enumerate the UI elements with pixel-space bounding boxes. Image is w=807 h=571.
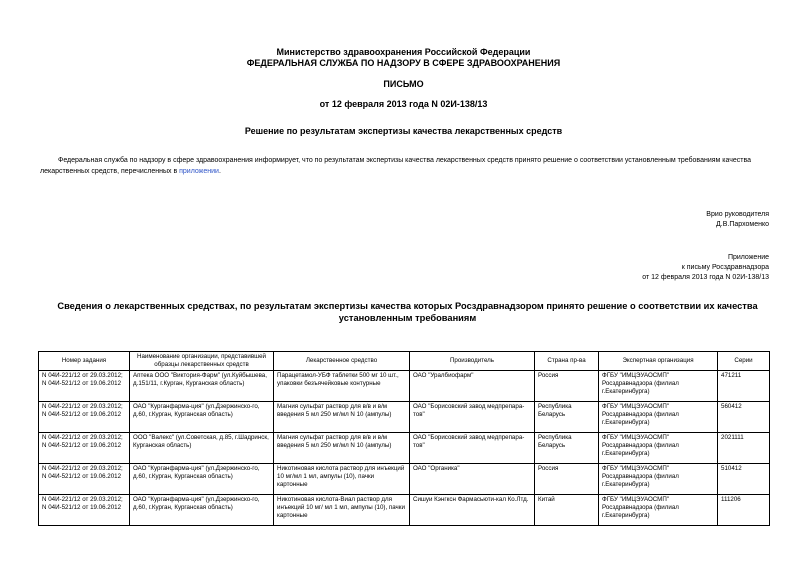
ministry-name: Министерство здравоохранения Российской Федерации: [276, 47, 531, 57]
cell-drug: Магния сульфат раствор для в/в и в/м введения 5 мл 250 мг/мл N 10 (ампулы): [274, 433, 410, 464]
cell-manufacturer: Сишуи Кэнгксн Фармасьюти-кал Ко.Лтд.: [410, 495, 535, 526]
cell-task-number: N 04И-221/12 от 29.03.2012; N 04И-521/12 от 19.06.2012: [39, 371, 130, 402]
cell-drug: Магния сульфат раствор для в/в и в/м введения 5 мл 250 мг/мл N 10 (ампулы): [274, 402, 410, 433]
cell-country: Россия: [535, 464, 599, 495]
cell-series: 510412: [718, 464, 770, 495]
column-header-task-number: Номер задания: [39, 352, 130, 371]
cell-task-number: N 04И-221/12 от 29.03.2012; N 04И-521/12 от 19.06.2012: [39, 433, 130, 464]
appendix-ref-line2: к письму Росздравнадзора: [681, 264, 769, 271]
appendix-ref-line3: от 12 февраля 2013 года N 02И-138/13: [642, 274, 769, 281]
signature-block: [706, 210, 769, 230]
cell-series: 111206: [718, 495, 770, 526]
cell-manufacturer: ОАО "Органика": [410, 464, 535, 495]
column-header-expert-org: Экспертная организация: [599, 352, 718, 371]
table-header-row: [39, 352, 770, 371]
appendix-link[interactable]: приложении: [179, 168, 219, 175]
column-header-manufacturer: Производитель: [410, 352, 535, 371]
cell-manufacturer: ОАО "Борисовский завод медпрепара-тов": [410, 402, 535, 433]
column-header-organization: Наименование организации, представившей образцы лекарственных средств: [130, 352, 274, 371]
intro-text: Федеральная служба по надзору в сфере здравоохранения информирует, что по результатам экспертизы качества лекарственных средств принято решение о соответствии установленным требованиям качества лекарственных средств, перечисленных в: [40, 157, 752, 175]
cell-expert-org: ФГБУ "ИМЦЭУАОСМП" Росздравнадзора (филиал г.Екатеринбурга): [599, 495, 718, 526]
cell-expert-org: ФГБУ "ИМЦЭУАОСМП" Росздравнадзора (филиал г.Екатеринбурга): [599, 371, 718, 402]
cell-country: Республика Беларусь: [535, 402, 599, 433]
appendix-ref-line1: Приложение: [727, 254, 769, 261]
cell-drug: Парацетамол-УБФ таблетки 500 мг 10 шт., упаковки безъячейковые контурные: [274, 371, 410, 402]
cell-organization: ОАО "Курганфарма-ция" (ул.Дзержинско-го, д.60, г.Курган, Курганская область): [130, 402, 274, 433]
table-row: [39, 371, 770, 402]
cell-expert-org: ФГБУ "ИМЦЭУАОСМП" Росздравнадзора (филиал г.Екатеринбурга): [599, 433, 718, 464]
cell-country: Китай: [535, 495, 599, 526]
appendix-title: [40, 300, 775, 324]
cell-series: 2021111: [718, 433, 770, 464]
cell-organization: ОАО "Курганфарма-ция" (ул.Дзержинско-го, д.60, г.Курган, Курганская область): [130, 495, 274, 526]
cell-expert-org: ФГБУ "ИМЦЭУАОСМП" Росздравнадзора (филиал г.Екатеринбурга): [599, 464, 718, 495]
column-header-series: Серии: [718, 352, 770, 371]
cell-series: 471211: [718, 371, 770, 402]
appendix-title-line1: Сведения о лекарственных средствах, по результатам экспертизы качества которых Росздравнадзором принято решение о соответствии их качества: [57, 301, 758, 311]
appendix-table: [38, 351, 770, 526]
column-header-drug: Лекарственное средство: [274, 352, 410, 371]
document-date: от 12 февраля 2013 года N 02И-138/13: [319, 99, 488, 109]
column-header-country: Страна пр-ва: [535, 352, 599, 371]
table-row: [39, 495, 770, 526]
cell-country: Республика Беларусь: [535, 433, 599, 464]
intro-paragraph: [40, 155, 775, 177]
cell-manufacturer: ОАО "Уралбиофарм": [410, 371, 535, 402]
cell-task-number: N 04И-221/12 от 29.03.2012; N 04И-521/12 от 19.06.2012: [39, 495, 130, 526]
intro-end: .: [218, 168, 221, 175]
cell-organization: ОАО "Курганфарма-ция" (ул.Дзержинско-го, д.60, г.Курган, Курганская область): [130, 464, 274, 495]
cell-manufacturer: ОАО "Борисовский завод медпрепара-тов": [410, 433, 535, 464]
document-type: ПИСЬМО: [383, 79, 424, 89]
cell-drug: Никотиновая кислота-Виал раствор для инъекций 10 мг/ мл 1 мл, ампулы (10), пачки картонные: [274, 495, 410, 526]
document-title: Решение по результатам экспертизы качества лекарственных средств: [244, 126, 563, 136]
cell-expert-org: ФГБУ "ИМЦЭУАОСМП" Росздравнадзора (филиал г.Екатеринбурга): [599, 402, 718, 433]
cell-organization: ООО "Валекс" (ул.Советская, д.85, г.Шадринск, Курганская область): [130, 433, 274, 464]
appendix-title-line2: установленным требованиям: [338, 313, 477, 323]
cell-organization: Аптека ООО "Виктория-Фарм" (ул.Куйбышева, д.151/11, г.Курган, Курганская область): [130, 371, 274, 402]
table-row: [39, 402, 770, 433]
signature-name: Д.В.Пархоменко: [716, 221, 769, 228]
cell-country: Россия: [535, 371, 599, 402]
cell-series: 560412: [718, 402, 770, 433]
appendix-reference: [642, 253, 769, 283]
cell-task-number: N 04И-221/12 от 29.03.2012; N 04И-521/12 от 19.06.2012: [39, 402, 130, 433]
table-row: [39, 464, 770, 495]
cell-drug: Никотиновая кислота раствор для инъекций 10 мг/мл 1 мл, ампулы (10), пачки картонные: [274, 464, 410, 495]
table-row: [39, 433, 770, 464]
service-name: ФЕДЕРАЛЬНАЯ СЛУЖБА ПО НАДЗОРУ В СФЕРЕ ЗДРАВООХРАНЕНИЯ: [246, 58, 561, 68]
cell-task-number: N 04И-221/12 от 29.03.2012; N 04И-521/12 от 19.06.2012: [39, 464, 130, 495]
signature-position: Врио руководителя: [706, 211, 769, 218]
